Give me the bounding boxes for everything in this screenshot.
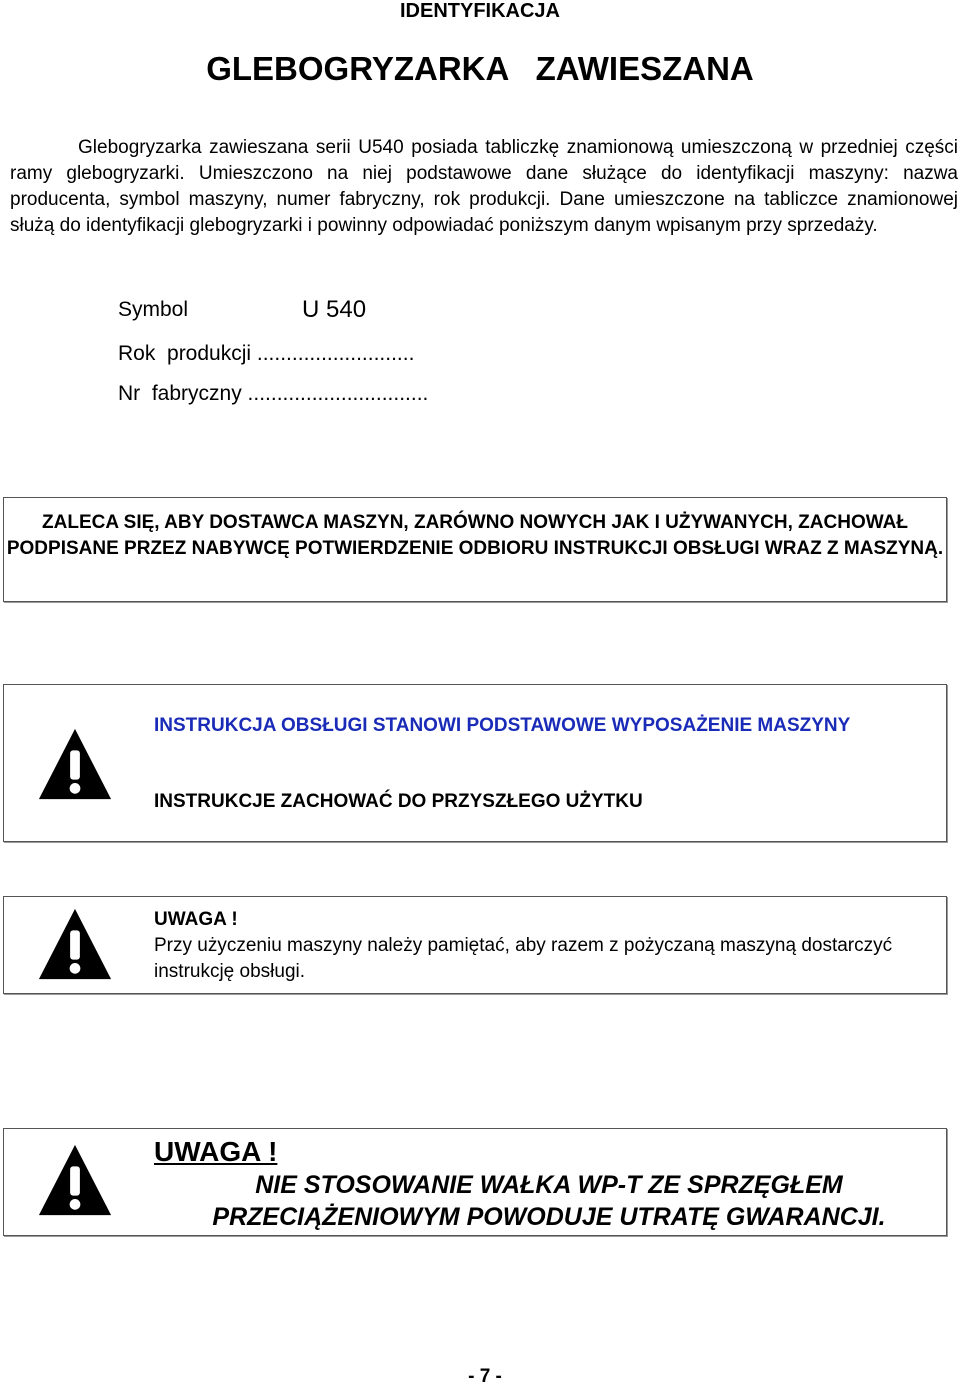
lending-warning-title: UWAGA ! — [154, 909, 238, 930]
dealer-notice-text: ZALECA SIĘ, ABY DOSTAWCA MASZYN, ZARÓWNO NOWYCH JAK I UŻYWANYCH, ZACHOWAŁ PODPISANE PRZEZ NABYWCĘ POTWIERDZENIE ODBIORU INSTRUKCJI OBSŁUGI WRAZ Z MASZYNĄ. — [6, 512, 944, 559]
warning-icon — [36, 725, 114, 803]
lending-warning-box — [3, 896, 947, 994]
manual-equipment-box — [3, 684, 947, 842]
page-number: - 7 - — [468, 1366, 502, 1387]
lending-warning-text: Przy użyczeniu maszyny należy pamiętać, aby razem z pożyczaną maszyną dostarczyć instrukcję obsługi. — [154, 935, 893, 982]
dealer-notice-box — [3, 497, 947, 602]
warning-icon — [36, 1141, 114, 1219]
symbol-label: Symbol — [118, 298, 189, 321]
section-header: IDENTYFIKACJA — [399, 0, 560, 22]
page-title: GLEBOGRYZARKA ZAWIESZANA — [206, 50, 754, 87]
keep-manual-text: INSTRUKCJE ZACHOWAĆ DO PRZYSZŁEGO UŻYTKU — [154, 791, 643, 812]
symbol-value: U 540 — [302, 296, 367, 323]
serial-number-field: Nr fabryczny ............................... — [118, 382, 429, 405]
production-year-field: Rok produkcji ........................... — [118, 342, 415, 365]
warning-icon — [36, 905, 114, 983]
warranty-warning-box — [3, 1128, 947, 1236]
warranty-warning-title: UWAGA ! — [154, 1136, 278, 1167]
manual-equipment-text: INSTRUKCJA OBSŁUGI STANOWI PODSTAWOWE WYPOSAŻENIE MASZYNY — [154, 715, 851, 736]
intro-paragraph: Glebogryzarka zawieszana serii U540 posiada tabliczkę znamionową umieszczoną w przedniej części ramy glebogryzarki. Umieszczono na niej podstawowe dane służące do identyfikacji maszyny: nazwa producenta, symbol maszyny, numer fabryczny, rok produkcji. Dane umieszczone na tabliczce znamionowej służą do identyfikacji glebogryzarki i powinny odpowiadać poniższym danym wpisanym przy sprzedaży. — [10, 137, 958, 236]
warranty-warning-text: NIE STOSOWANIE WAŁKA WP-T ZE SPRZĘGŁEM PRZECIĄŻENIOWYM POWODUJE UTRATĘ GWARANCJI. — [212, 1171, 886, 1231]
